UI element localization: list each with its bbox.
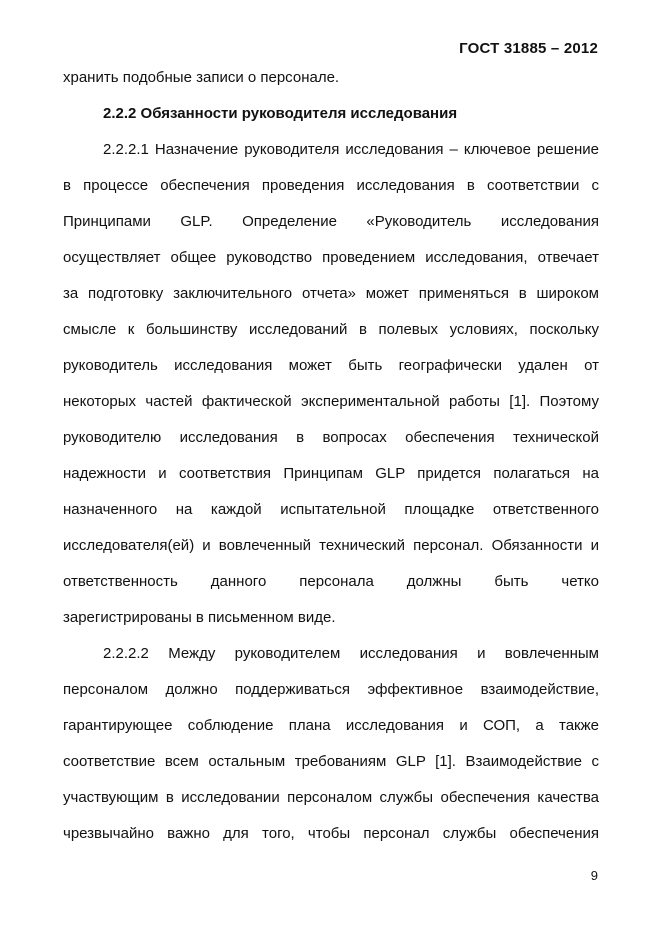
paragraph-2-2-2-2 (63, 636, 599, 852)
paragraph-line: осуществляет общее руководство проведением исследования, отвечает (63, 249, 599, 266)
paragraph-line: персоналом должно поддерживаться эффективное взаимодействие, (63, 681, 599, 698)
document-code-header: ГОСТ 31885 – 2012 (459, 40, 598, 57)
paragraph-line: за подготовку заключительного отчета» может применяться в широком (63, 285, 599, 302)
paragraph-line: 2.2.2.2 Между руководителем исследования и вовлеченным (103, 645, 599, 662)
paragraph-line: исследователя(ей) и вовлеченный технический персонал. Обязанности и (63, 537, 599, 554)
paragraph-line: ответственность данного персонала должны быть четко (63, 573, 599, 590)
paragraph-line: в процессе обеспечения проведения исследования в соответствии с (63, 177, 599, 194)
paragraph-line: некоторых частей фактической экспериментальной работы [1]. Поэтому (63, 393, 599, 410)
section-heading: 2.2.2 Обязанности руководителя исследования (103, 105, 458, 122)
paragraph-line: руководитель исследования может быть географически удален от (63, 357, 599, 374)
paragraph-line: Принципами GLP. Определение «Руководитель исследования (63, 213, 599, 230)
paragraph-line: гарантирующее соблюдение плана исследования и СОП, а также (63, 717, 599, 734)
paragraph-line: смысле к большинству исследований в полевых условиях, поскольку (63, 321, 599, 338)
paragraph-2-2-2-1 (63, 132, 599, 636)
paragraph-line: соответствие всем остальным требованиям GLP [1]. Взаимодействие с (63, 753, 599, 770)
paragraph-line: надежности и соответствия Принципам GLP придется полагаться на (63, 465, 599, 482)
intro-line: хранить подобные записи о персонале. (63, 69, 340, 86)
paragraph-line: зарегистрированы в письменном виде. (63, 609, 336, 626)
paragraph-line: чрезвычайно важно для того, чтобы персонал службы обеспечения (63, 825, 599, 842)
paragraph-line: 2.2.2.1 Назначение руководителя исследования – ключевое решение (103, 141, 599, 158)
page-number: 9 (590, 868, 598, 883)
paragraph-line: участвующим в исследовании персоналом службы обеспечения качества (63, 789, 599, 806)
paragraph-line: назначенного на каждой испытательной площадке ответственного (63, 501, 599, 518)
paragraph-line: руководителю исследования в вопросах обеспечения технической (63, 429, 599, 446)
document-body (63, 60, 599, 852)
